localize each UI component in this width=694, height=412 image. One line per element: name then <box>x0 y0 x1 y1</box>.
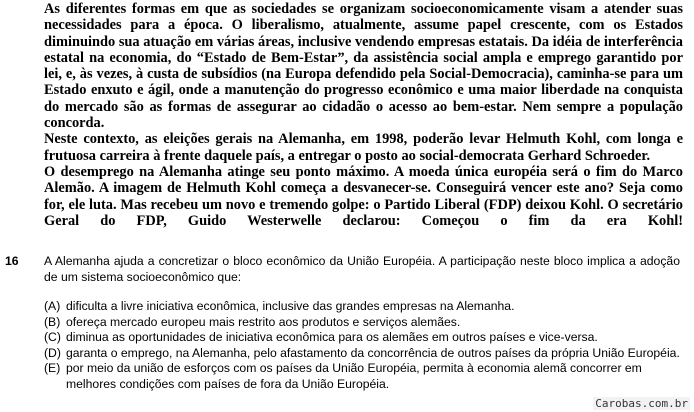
option-label: (E) <box>44 361 61 375</box>
option-text: diminua as oportunidades de iniciativa econômica para os alemães em outros países e vice-versa. <box>66 330 598 344</box>
option-label: (A) <box>44 299 61 313</box>
reading-passage <box>44 1 683 229</box>
answer-option-c[interactable] <box>44 330 684 346</box>
option-label: (C) <box>44 330 61 344</box>
passage-paragraph: Neste contexto, as eleições gerais na Alemanha, em 1998, poderão levar Helmuth Kohl, com longa e frutuosa carreira à frente daquele país, a entregar o posto ao social-democrata Gerhard Schroeder. <box>44 131 683 164</box>
answer-option-a[interactable] <box>44 299 684 315</box>
option-text: dificulta a livre iniciativa econômica, inclusive das grandes empresas na Alemanha. <box>66 299 515 313</box>
option-label: (B) <box>44 314 61 329</box>
question-number: 16 <box>5 254 19 268</box>
option-text: garanta o emprego, na Alemanha, pelo afastamento da concorrência de outros países da própria União Européia. <box>66 345 680 360</box>
question-stem: A Alemanha ajuda a concretizar o bloco econômico da União Européia. A participação neste bloco implica a adoção de um sistema socioeconômico que: <box>44 254 680 284</box>
passage-paragraph: As diferentes formas em que as sociedades se organizam socioeconomicamente visam a atender suas necessidades para a época. O liberalismo, atualmente, assume papel crescente, com os Estados diminuindo sua atuação em várias áreas, inclusive vendendo empresas estatais. Da idéia de interferência estatal na economia, do “Estado de Bem-Estar”, da assistência social ampla e emprego garantido por lei, e, às vezes, à custa de subsídios (na Europa defendido pela Social-Democracia), caminha-se para um Estado enxuto e ágil, onde a manutenção do progresso econômico e uma maior liberdade na conquista do mercado são as formas de assegurar ao cidadão o acesso ao bem-estar. Nem sempre a população concorda. <box>44 1 683 132</box>
option-text: ofereça mercado europeu mais restrito aos produtos e serviços alemães. <box>66 314 461 329</box>
option-text: por meio da união de esforços com os países da União Européia, permita à economia alemã concorrer em melhores condições com países de fora da União Européia. <box>66 361 642 391</box>
answer-option-d[interactable] <box>44 346 684 362</box>
site-watermark: Carobas.com.br <box>595 397 688 410</box>
answer-option-e[interactable] <box>44 361 684 392</box>
answer-option-b[interactable] <box>44 315 684 331</box>
passage-paragraph: O desemprego na Alemanha atinge seu ponto máximo. A moeda única européia será o fim do Marco Alemão. A imagem de Helmuth Kohl começa a desvanecer-se. Conseguirá vencer este ano? Seja como for, ele luta. Mas recebeu um novo e tremendo golpe: o Partido Liberal (FDP) deixou Kohl. O secretário Geral do FDP, Guido Westerwelle declarou: Começou o fim da era Kohl! <box>44 163 683 229</box>
answer-options <box>44 299 684 392</box>
option-label: (D) <box>44 345 61 360</box>
